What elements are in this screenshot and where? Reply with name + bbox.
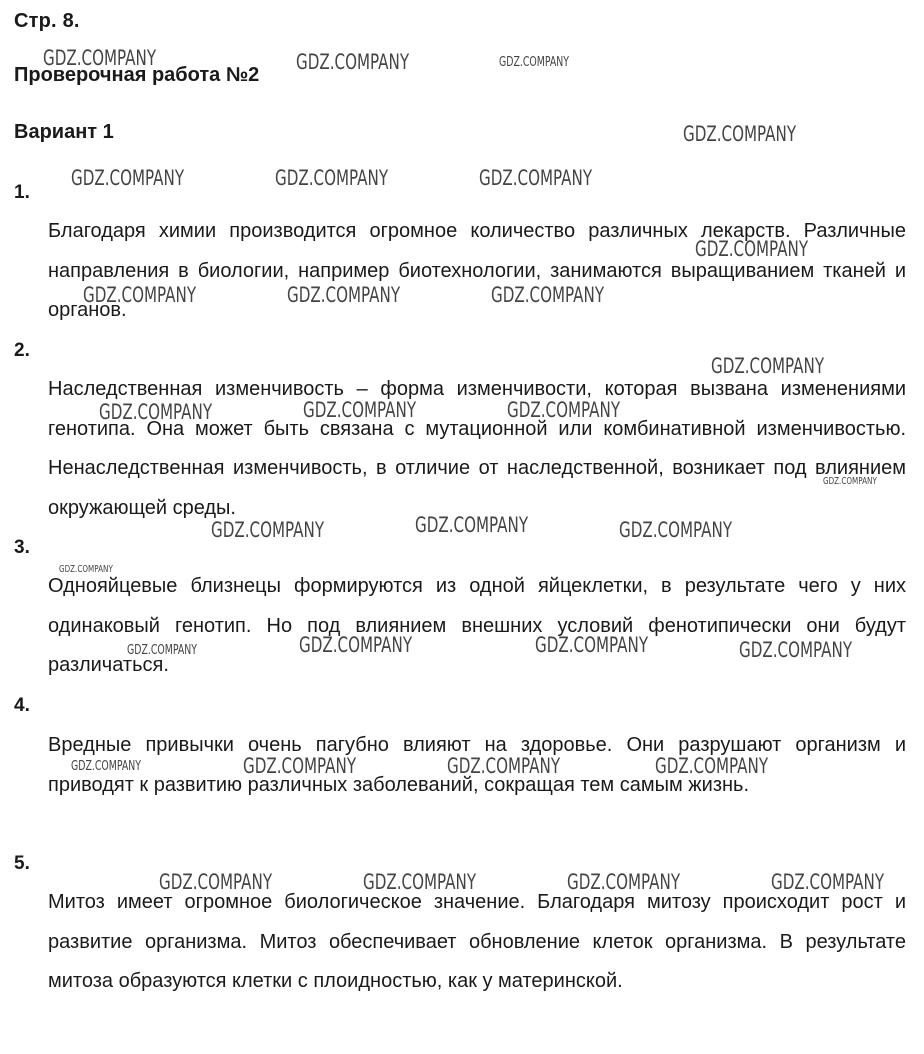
answer-text-4: Вредные привычки очень пагубно влияют на здоровье. Они разрушают организм и приводят к развитию различных заболеваний, сокращая тем самым жизнь. — [48, 734, 906, 796]
watermark: GDZ.COMPANY — [243, 754, 357, 778]
watermark: GDZ.COMPANY — [296, 50, 410, 74]
question-number-2: 2. — [14, 340, 30, 361]
answer-text-2: Наследственная изменчивость – форма изменчивости, которая вызвана изменениями генотипа. Она может быть связана с мутационной или комбинативной изменчивостью. Ненаследственная изменчивость, в отличие от наследственной, возникает под влиянием окружающей среды. — [48, 378, 906, 519]
watermark: GDZ.COMPANY — [363, 870, 477, 894]
watermark: GDZ.COMPANY — [127, 643, 197, 658]
watermark: GDZ.COMPANY — [99, 400, 213, 424]
watermark: GDZ.COMPANY — [299, 633, 413, 657]
watermark: GDZ.COMPANY — [491, 283, 605, 307]
watermark: GDZ.COMPANY — [275, 166, 389, 190]
watermark: GDZ.COMPANY — [71, 166, 185, 190]
watermark: GDZ.COMPANY — [619, 518, 733, 542]
watermark: GDZ.COMPANY — [447, 754, 561, 778]
page-title: Проверочная работа №2 — [14, 64, 260, 86]
watermark: GDZ.COMPANY — [479, 166, 593, 190]
watermark: GDZ.COMPANY — [739, 638, 853, 662]
answer-text-1: Благодаря химии производится огромное количество различных лекарств. Различные направления в биологии, например биотехнологии, занимаются выращиванием тканей и органов. — [48, 220, 906, 321]
watermark: GDZ.COMPANY — [567, 870, 681, 894]
question-number-1: 1. — [14, 182, 30, 203]
watermark: GDZ.COMPANY — [823, 476, 877, 487]
watermark: GDZ.COMPANY — [499, 55, 569, 70]
watermark: GDZ.COMPANY — [303, 398, 417, 422]
watermark: GDZ.COMPANY — [655, 754, 769, 778]
watermark: GDZ.COMPANY — [59, 564, 113, 575]
watermark: GDZ.COMPANY — [695, 237, 809, 261]
watermark: GDZ.COMPANY — [683, 122, 797, 146]
watermark: GDZ.COMPANY — [711, 354, 825, 378]
watermark: GDZ.COMPANY — [507, 398, 621, 422]
watermark: GDZ.COMPANY — [43, 46, 157, 70]
question-number-3: 3. — [14, 537, 30, 558]
question-number-5: 5. — [14, 853, 30, 874]
watermark: GDZ.COMPANY — [83, 283, 197, 307]
answer-text-5: Митоз имеет огромное биологическое значение. Благодаря митозу происходит рост и развитие организма. Митоз обеспечивает обновление клеток организма. В результате митоза образуются клетки с плоидностью, как у материнской. — [48, 891, 906, 992]
watermark: GDZ.COMPANY — [287, 283, 401, 307]
answer-text-3: Однояйцевые близнецы формируются из одной яйцеклетки, в результате чего у них одинаковый генотип. Но под влиянием внешних условий фенотипически они будут различаться. — [48, 575, 906, 676]
watermark: GDZ.COMPANY — [159, 870, 273, 894]
page-label: Стр. 8. — [14, 10, 80, 32]
watermark: GDZ.COMPANY — [71, 759, 141, 774]
watermark: GDZ.COMPANY — [771, 870, 885, 894]
watermark: GDZ.COMPANY — [211, 518, 325, 542]
question-number-4: 4. — [14, 695, 30, 716]
variant-heading: Вариант 1 — [14, 121, 114, 143]
watermark: GDZ.COMPANY — [535, 633, 649, 657]
watermark: GDZ.COMPANY — [415, 513, 529, 537]
